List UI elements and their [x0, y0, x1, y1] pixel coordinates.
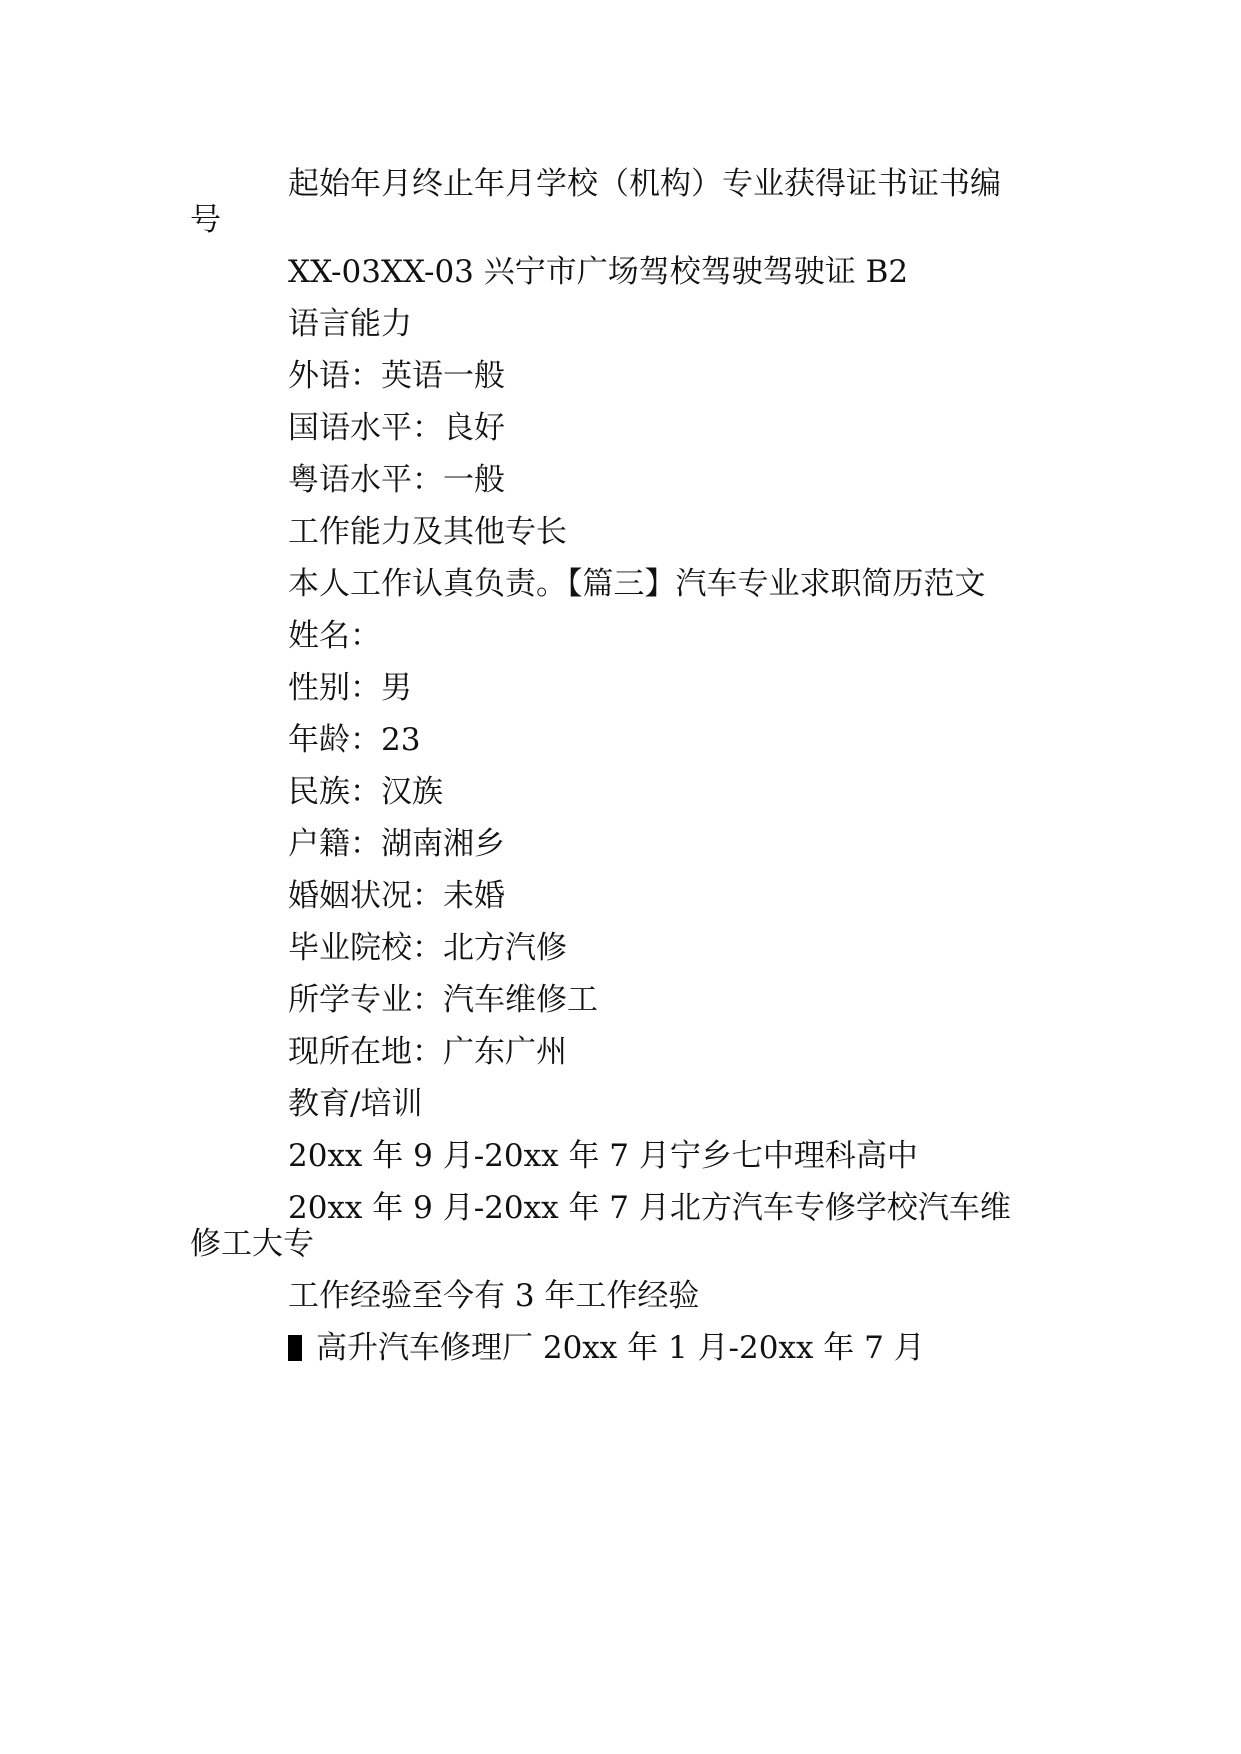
foreign-language-line: 外语：英语一般 [288, 358, 505, 394]
work-entry-text: 高升汽车修理厂 20xx 年 1 月-20xx 年 7 月 [316, 1330, 925, 1366]
skills-description-line: 本人工作认真负责。【篇三】汽车专业求职简历范文 [288, 566, 986, 602]
table-header-line-continued: 号 [190, 202, 221, 238]
education-entry-2-continued: 修工大专 [190, 1226, 314, 1262]
work-experience-line: 工作经验至今有 3 年工作经验 [288, 1278, 700, 1314]
table-header-line: 起始年月终止年月学校（机构）专业获得证书证书编 [288, 166, 1001, 202]
bullet-marker-icon [288, 1335, 302, 1361]
name-line: 姓名： [288, 618, 381, 654]
certificate-line: XX-03XX-03 兴宁市广场驾校驾驶驾驶证 B2 [288, 254, 909, 290]
education-entry-2: 20xx 年 9 月-20xx 年 7 月北方汽车专修学校汽车维 [288, 1190, 1011, 1226]
current-location-line: 现所在地：广东广州 [288, 1034, 567, 1070]
section-heading-language: 语言能力 [288, 306, 412, 342]
marital-status-line: 婚姻状况：未婚 [288, 878, 505, 914]
section-heading-education: 教育/培训 [288, 1086, 423, 1122]
ethnicity-line: 民族：汉族 [288, 774, 443, 810]
graduate-school-line: 毕业院校：北方汽修 [288, 930, 567, 966]
household-registration-line: 户籍：湖南湘乡 [288, 826, 505, 862]
mandarin-level-line: 国语水平：良好 [288, 410, 505, 446]
work-entry-line [288, 1328, 1158, 1368]
education-entry-1: 20xx 年 9 月-20xx 年 7 月宁乡七中理科高中 [288, 1138, 918, 1174]
major-line: 所学专业：汽车维修工 [288, 982, 598, 1018]
gender-line: 性别：男 [288, 670, 412, 706]
section-heading-skills: 工作能力及其他专长 [288, 514, 567, 550]
age-line: 年龄：23 [288, 722, 421, 758]
cantonese-level-line: 粤语水平：一般 [288, 462, 505, 498]
